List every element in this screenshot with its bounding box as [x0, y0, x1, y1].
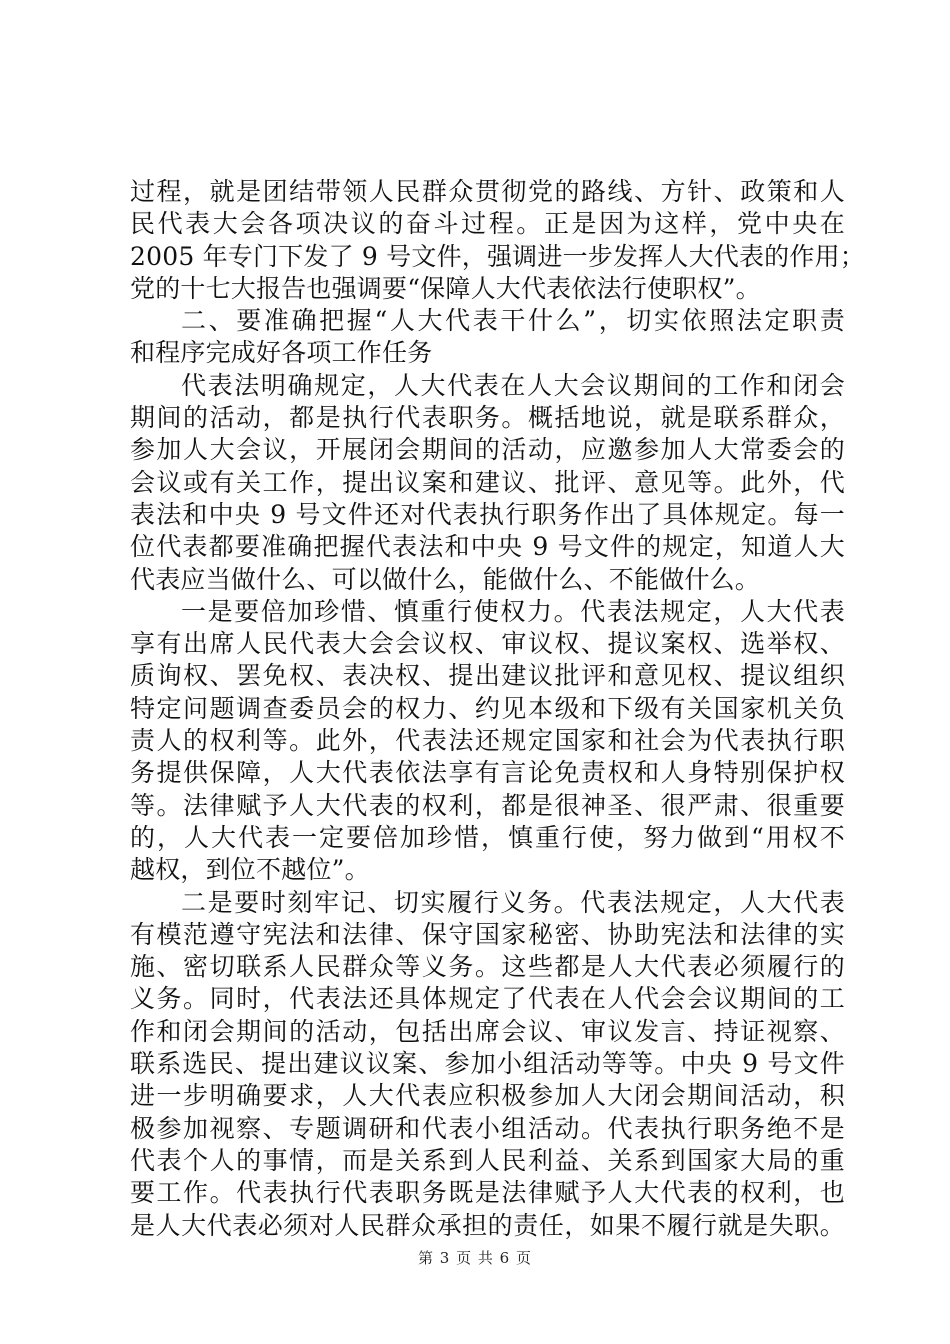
text-line: 享有出席人民代表大会会议权、审议权、提议案权、选举权、 [130, 629, 845, 659]
text-line: 党的十七大报告也强调要“保障人大代表依法行使职权”。 [130, 273, 761, 303]
text-line: 代表法明确规定，人大代表在人大会议期间的工作和闭会 [181, 370, 845, 400]
text-line: 有模范遵守宪法和法律、保守国家秘密、协助宪法和法律的实 [130, 919, 845, 949]
text-line: 过程，就是团结带领人民群众贯彻党的路线、方针、政策和人 [130, 177, 845, 206]
text-line: 参加人大会议，开展闭会期间的活动，应邀参加人大常委会的 [130, 435, 845, 465]
text-line: 务提供保障，人大代表依法享有言论免责权和人身特别保护权 [130, 758, 845, 788]
text-line: 表法和中央 9 号文件还对代表执行职务作出了具体规定。每一 [130, 499, 845, 529]
text-line: 特定问题调查委员会的权力、约见本级和下级有关国家机关负 [130, 693, 845, 723]
text-line: 2005 年专门下发了 9 号文件，强调进一步发挥人大代表的作用； [130, 241, 865, 271]
text-line: 责人的权利等。此外，代表法还规定国家和社会为代表执行职 [130, 726, 845, 756]
text-line: 极参加视察、专题调研和代表小组活动。代表执行职务绝不是 [130, 1113, 845, 1143]
text-line: 进一步明确要求，人大代表应积极参加人大闭会期间活动，积 [130, 1081, 845, 1111]
text-line: 施、密切联系人民群众等义务。这些都是人大代表必须履行的 [130, 952, 845, 982]
text-line: 越权，到位不越位”。 [130, 855, 370, 885]
text-line: 期间的活动，都是执行代表职务。概括地说，就是联系群众， [130, 403, 845, 433]
text-line: 民代表大会各项决议的奋斗过程。正是因为这样，党中央在 [130, 209, 845, 239]
document-body [130, 176, 865, 1242]
text-line: 要工作。代表执行代表职务既是法律赋予人大代表的权利，也 [130, 1178, 845, 1208]
text-line: 代表应当做什么、可以做什么，能做什么、不能做什么。 [130, 564, 761, 594]
text-line: 一是要倍加珍惜、慎重行使权力。代表法规定，人大代表 [181, 596, 845, 626]
text-line: 二、要准确把握“人大代表干什么”，切实依照法定职责 [181, 306, 845, 336]
text-line: 位代表都要准确把握代表法和中央 9 号文件的规定，知道人大 [130, 532, 845, 562]
text-line: 二是要时刻牢记、切实履行义务。代表法规定，人大代表 [181, 887, 845, 917]
text-line: 会议或有关工作，提出议案和建议、批评、意见等。此外，代 [130, 467, 845, 497]
text-line: 代表个人的事情，而是关系到人民利益、关系到国家大局的重 [130, 1145, 845, 1175]
page-footer: 第 3 页 共 6 页 [418, 1249, 532, 1267]
text-line: 质询权、罢免权、表决权、提出建议批评和意见权、提议组织 [130, 661, 845, 691]
text-line: 等。法律赋予人大代表的权利，都是很神圣、很严肃、很重要 [130, 790, 845, 820]
text-line: 和程序完成好各项工作任务 [130, 338, 433, 368]
text-line: 联系选民、提出建议议案、参加小组活动等等。中央 9 号文件 [130, 1049, 845, 1079]
text-line: 义务。同时，代表法还具体规定了代表在人代会会议期间的工 [130, 984, 845, 1014]
text-line: 作和闭会期间的活动，包括出席会议、审议发言、持证视察、 [130, 1016, 845, 1046]
text-line: 是人大代表必须对人民群众承担的责任，如果不履行就是失职。 [130, 1210, 845, 1240]
text-line: 的，人大代表一定要倍加珍惜，慎重行使，努力做到“用权不 [130, 822, 845, 852]
